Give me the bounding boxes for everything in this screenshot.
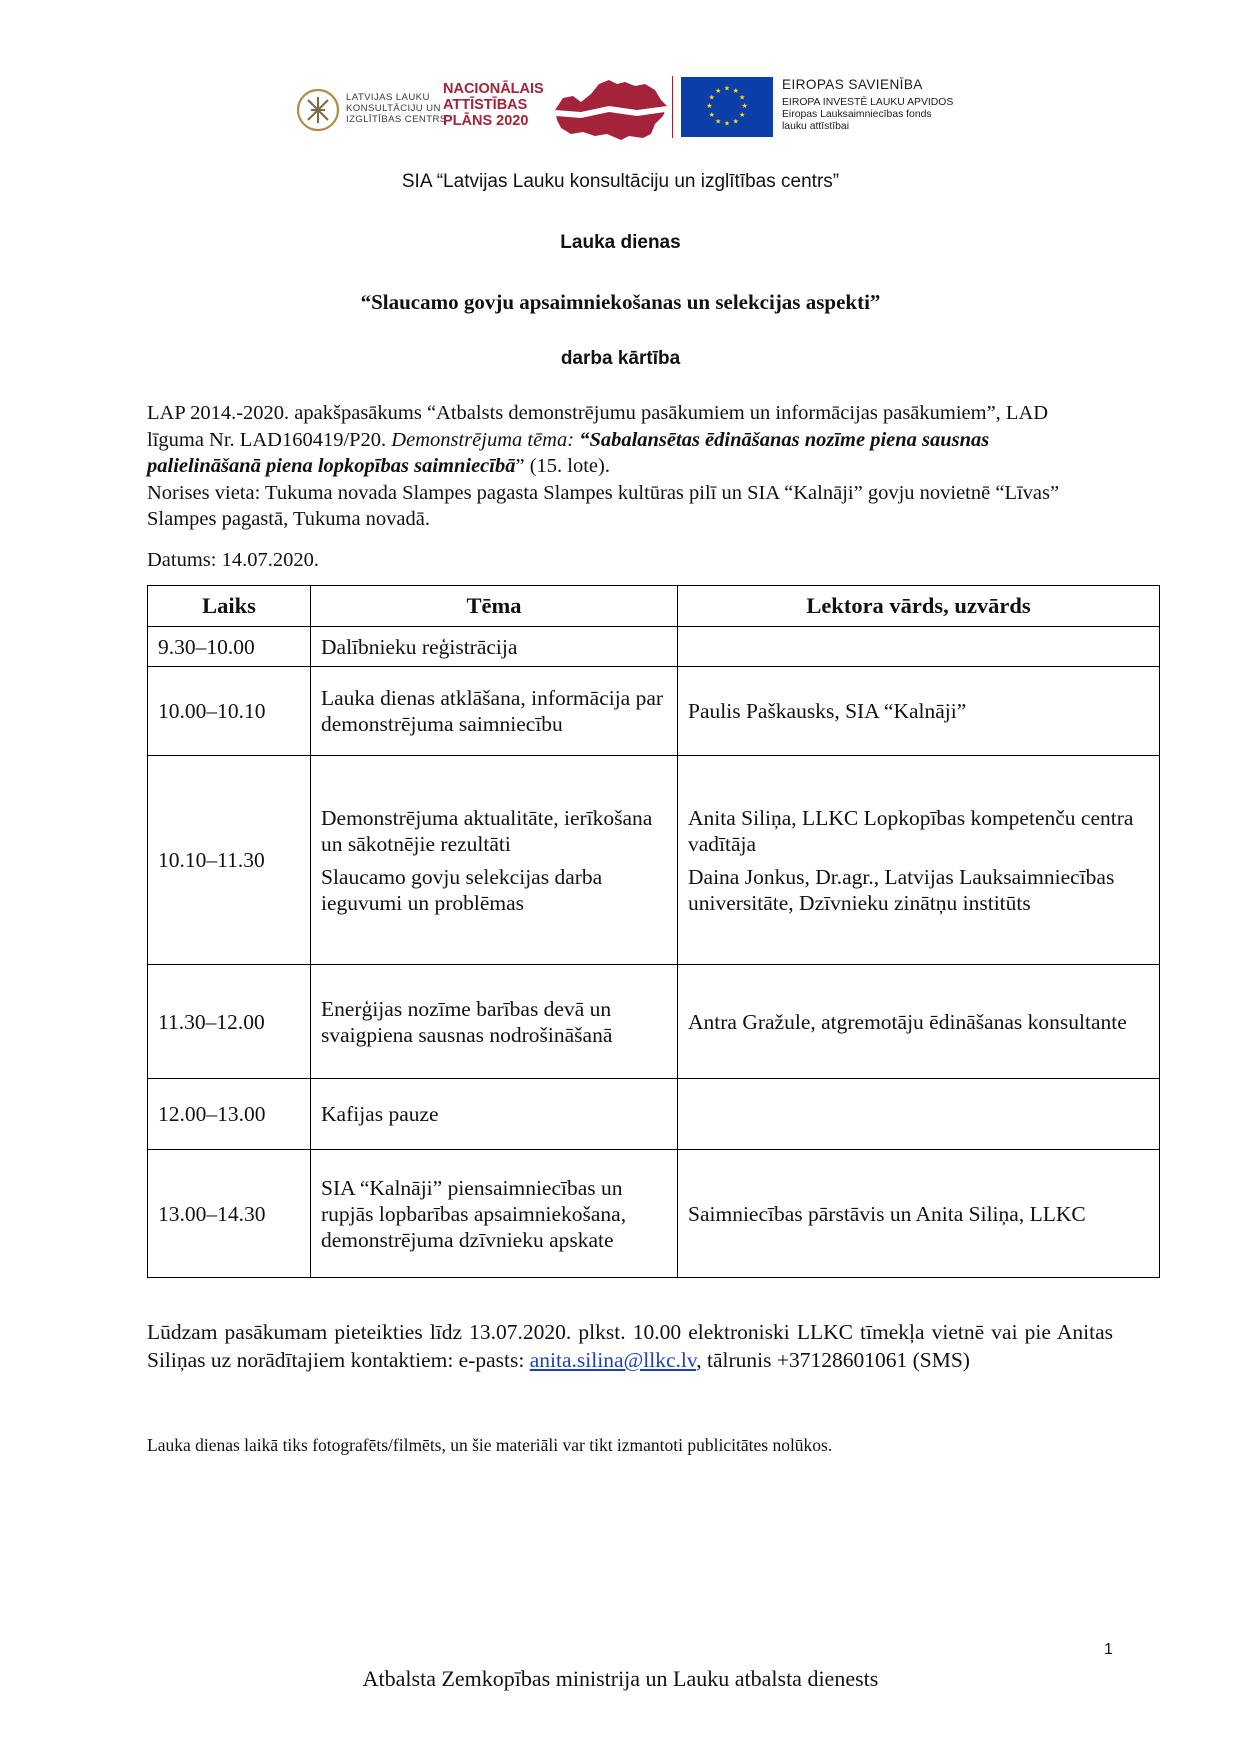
topic-text: SIA “Kalnāji” piensaimniecības un rupjās lopbarības apsaimniekošana, demonstrējuma dzīvnieku apskate [321,1175,627,1252]
header-topic: Tēma [311,586,678,627]
page-number: 1 [1104,1641,1113,1658]
svg-text:★: ★ [739,93,746,102]
support-footer: Atbalsta Zemkopības ministrija un Lauku atbalsta dienests [362,1666,879,1691]
svg-text:★: ★ [723,119,731,128]
email-link[interactable]: anita.silina@llkc.lv [529,1348,697,1372]
table-row [148,1150,1160,1278]
lecturer-cell [678,627,1160,667]
llkc-line: LATVIJAS LAUKU [346,92,430,103]
table-row [148,756,1160,965]
topic-cell [311,965,678,1079]
svg-text:★: ★ [715,86,722,95]
topic-cell [311,667,678,756]
llkc-line: IZGLĪTĪBAS CENTRS [346,114,447,125]
lecturer-text: Anita Siliņa, LLKC Lopkopības kompetenču centra vadītāja [688,805,1134,856]
table-row [148,965,1160,1079]
svg-text:★: ★ [706,102,713,111]
intro-part1: LAP 2014.-2020. apakšpasākums “Atbalsts demonstrējumu pasākumiem un informācijas pasākumiem”, LAD līguma Nr. LAD160419/P20. [147,402,1049,451]
time-cell: 13.00–14.30 [148,1150,311,1278]
topic-cell [311,627,678,667]
topic-cell [311,1150,678,1278]
event-date: Datums: 14.07.2020. [147,549,319,571]
time-cell: 12.00–13.00 [148,1079,311,1150]
lecturer-text: Paulis Paškausks, SIA “Kalnāji” [688,699,967,723]
nap-line: ATTĪSTĪBAS [443,97,528,113]
svg-text:★: ★ [715,117,722,126]
lecturer-cell [678,1150,1160,1278]
eu-flag-icon [681,77,773,137]
lecturer-text: Antra Gražule, atgremotāju ēdināšanas konsultante [688,1009,1127,1034]
time-cell: 10.00–10.10 [148,667,311,756]
lecturer-text: Daina Jonkus, Dr.agr., Latvijas Lauksaimniecības universitāte, Dzīvnieku zinātņu institūts [688,864,1115,915]
agenda-title: darba kārtība [560,348,681,369]
lecturer-cell [678,756,1160,965]
lecturer-cell [678,667,1160,756]
header-lecturer: Lektora vārds, uzvārds [678,586,1160,627]
demo-label: Demonstrējuma tēma: [391,428,580,451]
organization-name: SIA “Latvijas Lauku konsultāciju un izglītības centrs” [401,171,840,192]
topic-cell [311,756,678,965]
intro-paragraph [147,400,1107,533]
time-cell: 10.10–11.30 [148,756,311,965]
topic-cell [311,1079,678,1150]
topic-text: Dalībnieku reģistrācija [321,634,518,659]
eu-line: EIROPA INVESTĒ LAUKU APVIDOS [782,97,954,108]
intro-part2: ” (15. lote). [515,455,610,477]
latvia-map-icon [551,76,671,142]
header-time: Laiks [148,586,311,627]
event-topic: “Slaucamo govju apsaimniekošanas un selekcijas aspekti” [360,290,881,314]
topic-text: Demonstrējuma aktualitāte, ierīkošana un sākotnējie rezultāti [321,805,653,856]
nap-line: NACIONĀLAIS [443,81,544,97]
svg-text:★: ★ [708,110,715,119]
time-cell: 11.30–12.00 [148,965,311,1079]
svg-text:★: ★ [723,84,731,93]
demo-topic: “Sabalansētas ēdināšanas nozīme piena sausnas palielināšanā piena lopkopības saimniecībā [147,428,990,477]
svg-text:★: ★ [732,117,739,126]
topic-text: Enerģijas nozīme barības devā un svaigpiena sausnas nodrošināšanā [321,996,613,1047]
agenda-table [147,585,1160,1278]
eu-line: lauku attīstībai [782,121,850,132]
lecturer-cell [678,1079,1160,1150]
eu-title: EIROPAS SAVIENĪBA [782,77,923,92]
nap-logo-text [443,81,553,129]
lecturer-text: Saimniecības pārstāvis un Anita Siliņa, LLKC [688,1201,1086,1226]
time-cell: 9.30–10.00 [148,627,311,667]
topic-text: Slaucamo govju selekcijas darba ieguvumi un problēmas [321,864,603,915]
svg-text:★: ★ [708,93,715,102]
llkc-logo-icon [296,88,340,132]
eu-line: Eiropas Lauksaimniecības fonds [782,109,932,120]
svg-text:★: ★ [739,110,746,119]
topic-text: Lauka dienas atklāšana, informācija par demonstrējuma saimniecību [321,686,664,736]
topic-text: Kafijas pauze [321,1102,439,1126]
registration-phone: , tālrunis +37128601061 (SMS) [696,1348,970,1372]
logo-bar [296,76,986,146]
llkc-line: KONSULTĀCIJU UN [346,103,441,114]
svg-text:★: ★ [732,86,739,95]
venue-text: Norises vieta: Tukuma novada Slampes pagasta Slampes kultūras pilī un SIA “Kalnāji” govju novietnē “Līvas” Slampes pagastā, Tukuma novadā. [147,481,1060,530]
svg-text:★: ★ [741,102,748,111]
table-row [148,627,1160,667]
photo-notice: Lauka dienas laikā tiks fotografēts/filmēts, un šie materiāli var tikt izmantoti publicitātes nolūkos. [147,1435,833,1455]
table-header-row [148,586,1160,627]
nap-line: PLĀNS 2020 [443,113,529,129]
eu-logo-text [782,76,987,133]
table-row [148,667,1160,756]
registration-text: Lūdzam pasākumam pieteikties līdz 13.07.2020. plkst. 10.00 elektroniski LLKC tīmekļa vietnē vai pie Anitas Siliņas uz norādītajiem kontaktiem: e-pasts: [147,1320,1113,1372]
table-row [148,1079,1160,1150]
lecturer-cell [678,965,1160,1079]
logo-divider [672,76,673,138]
registration-info [147,1318,1113,1374]
event-title: Lauka dienas [560,232,681,253]
